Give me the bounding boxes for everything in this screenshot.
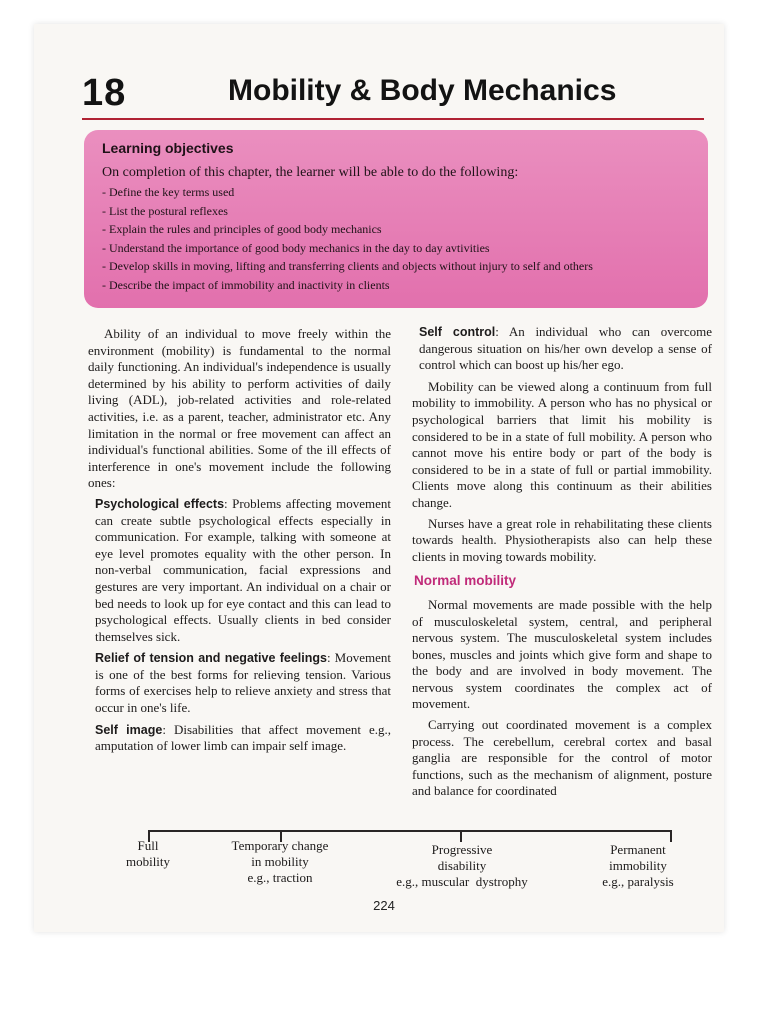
- mobility-continuum-diagram: [100, 826, 720, 892]
- continuum-tick: [670, 830, 672, 842]
- node-label: Permanent immobility e.g., paralysis: [602, 842, 674, 889]
- page-number: 224: [373, 898, 395, 913]
- continuum-paragraph: Mobility can be viewed along a continuum from full mobility to immobility. A person who has no physical or psychological barriers that limit his mobility is considered to be in a state of full mobility. A person who cannot move his entire body or part of the body is considered to be in a state of full or partial immobility. Clients move along this continuum as their abilities change.: [412, 378, 712, 510]
- relief-paragraph: Relief of tension and negative feelings: Movement is one of the best forms for relieving tension. Various forms of exercises help to relieve anxiety and stress that occur in one's life.: [95, 650, 391, 716]
- objective-item: - Explain the rules and principles of good body mechanics: [102, 222, 382, 237]
- learning-objectives-box: [84, 130, 708, 308]
- continuum-tick: [460, 830, 462, 842]
- objective-item: - List the postural reflexes: [102, 203, 228, 218]
- continuum-node-full-mobility: [126, 838, 170, 870]
- objective-item: - Understand the importance of good body mechanics in the day to day avtivities: [102, 240, 490, 255]
- self-image-term: Self image: [95, 722, 163, 737]
- chapter-number: 18: [82, 72, 127, 114]
- psychological-effects-term: Psychological effects: [95, 496, 225, 511]
- node-label: Temporary change in mobility e.g., traction: [231, 838, 329, 885]
- section-heading-normal-mobility: Normal mobility: [414, 573, 517, 589]
- self-control-paragraph: Self control: An individual who can overcome dangerous situation on his/her own develop a sense of control which can boost up his/her ego.: [419, 324, 712, 373]
- left-column: [88, 326, 391, 760]
- chapter-rule: [82, 118, 704, 120]
- coordinated-movement-paragraph: Carrying out coordinated movement is a complex process. The cerebellum, cerebral cortex and basal ganglia are responsible for the control of motor functions, such as the mechanism of alignment, posture and balance for coordinated: [412, 717, 712, 799]
- chapter-title: Mobility & Body Mechanics: [228, 74, 617, 107]
- intro-paragraph: Ability of an individual to move freely within the environment (mobility) is fundamental to the normal daily functioning. An individual's independence is usually determined by his ability to perform activities of daily living (ADL), job-related activities and role-related activities, i.e. as a parent, teacher, administrator etc. Any limitation in the normal or free movement can affect an individual's functional abilities. Some of the ill effects of interference in one's movement include the following ones:: [88, 326, 391, 491]
- objectives-list: [102, 183, 692, 295]
- relief-term: Relief of tension and negative feelings: [95, 651, 327, 666]
- continuum-node-progressive-disability: [396, 842, 527, 890]
- objective-item: - Develop skills in moving, lifting and transferring clients and objects without injury to self and others: [102, 259, 593, 274]
- node-label: Full mobility: [125, 838, 171, 869]
- self-control-term: Self control: [419, 325, 496, 339]
- node-label: Progressive disability e.g., muscular dystrophy: [396, 842, 528, 889]
- self-image-paragraph: Self image: Disabilities that affect movement e.g., amputation of lower limb can impair self image.: [95, 721, 391, 754]
- psychological-effects-paragraph: Psychological effects: Problems affecting movement can create subtle psychological effects especially in communication. For example, talking with someone at eye level promotes equality with the other person. In non-verbal communication, facial expressions and gestures are very important. An individual on a chair or bed needs to look up for eye contact and this can lead to psychological effects. Usually clients in bed consider themselves sick.: [95, 495, 391, 644]
- continuum-line: [148, 830, 672, 832]
- objective-item: - Describe the impact of immobility and inactivity in clients: [102, 277, 390, 292]
- objectives-intro: On completion of this chapter, the learner will be able to do the following:: [102, 165, 519, 180]
- normal-mobility-paragraph: Normal movements are made possible with the help of musculoskeletal system, central, and peripheral nervous system. The musculoskeletal system includes bones, muscles and joints which give form and shape to the body and are involved in body movement. The nervous system coordinates the complex act of movement.: [412, 596, 712, 712]
- right-column: [412, 324, 712, 804]
- nurses-paragraph: Nurses have a great role in rehabilitating these clients towards health. Physiotherapists also can help these clients in moving towards mobility.: [412, 515, 712, 564]
- objective-item: - Define the key terms used: [102, 185, 235, 199]
- objectives-heading: Learning objectives: [102, 140, 234, 156]
- continuum-node-permanent-immobility: [602, 842, 673, 890]
- continuum-node-temporary-change: [232, 838, 329, 886]
